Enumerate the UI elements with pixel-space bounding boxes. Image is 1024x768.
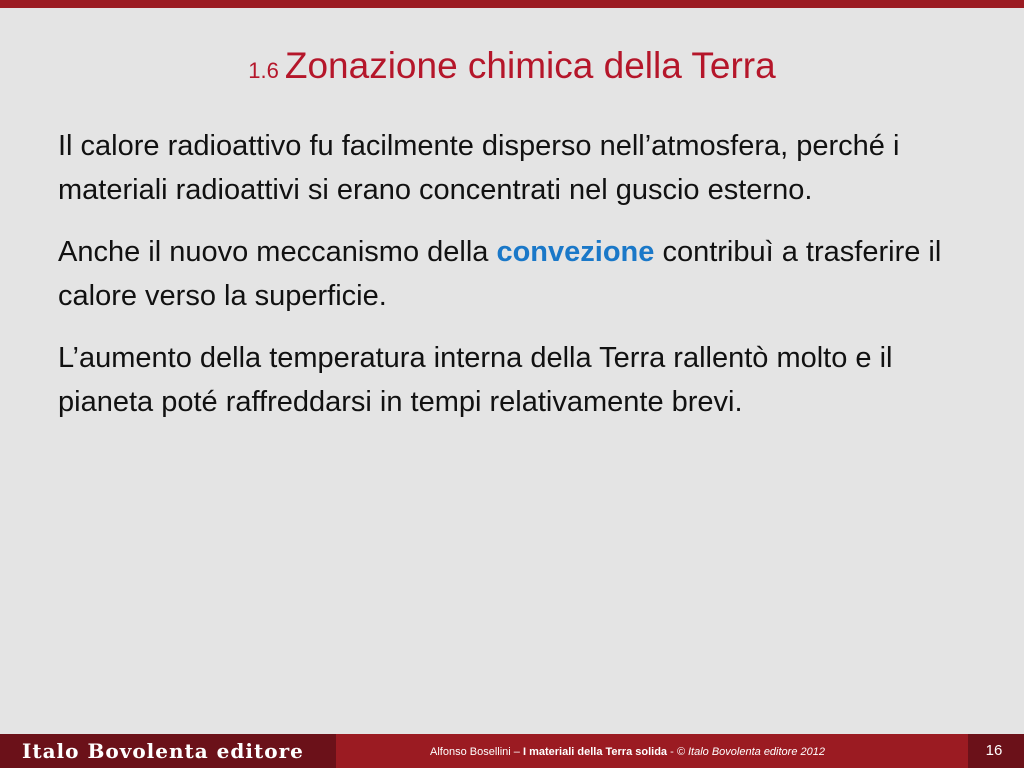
footer-separator: - [667,746,677,758]
page-number-box [968,734,1024,768]
publisher-logo: Italo Bovolenta editore [22,739,304,763]
slide-body [58,124,978,442]
paragraph-2 [58,230,978,318]
paragraph-1: Il calore radioattivo fu facilmente disperso nell’atmosfera, perché i materiali radioattivi si erano concentrati nel guscio esterno. [58,130,900,206]
footer-copyright: © Italo Bovolenta editore 2012 [676,746,825,758]
slide-title [0,42,1024,95]
footer-book-title: I materiali della Terra solida [522,746,668,758]
footer-citation [430,744,825,760]
highlight-term: convezione [496,236,655,268]
page-number: 16 [985,742,1003,759]
section-number: 1.6 [248,58,279,83]
title-text: Zonazione chimica della Terra [284,45,776,86]
paragraph-2-end: contribuì a trasferire il calore verso la superficie. [58,236,942,312]
paragraph-3: L’aumento della temperatura interna della Terra rallentò molto e il pianeta poté raffreddarsi in tempi relativamente brevi. [58,342,893,418]
footer-bar [0,734,1024,768]
footer-author: Alfonso Bosellini – [430,746,523,758]
top-accent-bar [0,0,1024,8]
paragraph-2-start: Anche il nuovo meccanismo della [58,236,497,268]
footer-brand-box [0,734,336,768]
